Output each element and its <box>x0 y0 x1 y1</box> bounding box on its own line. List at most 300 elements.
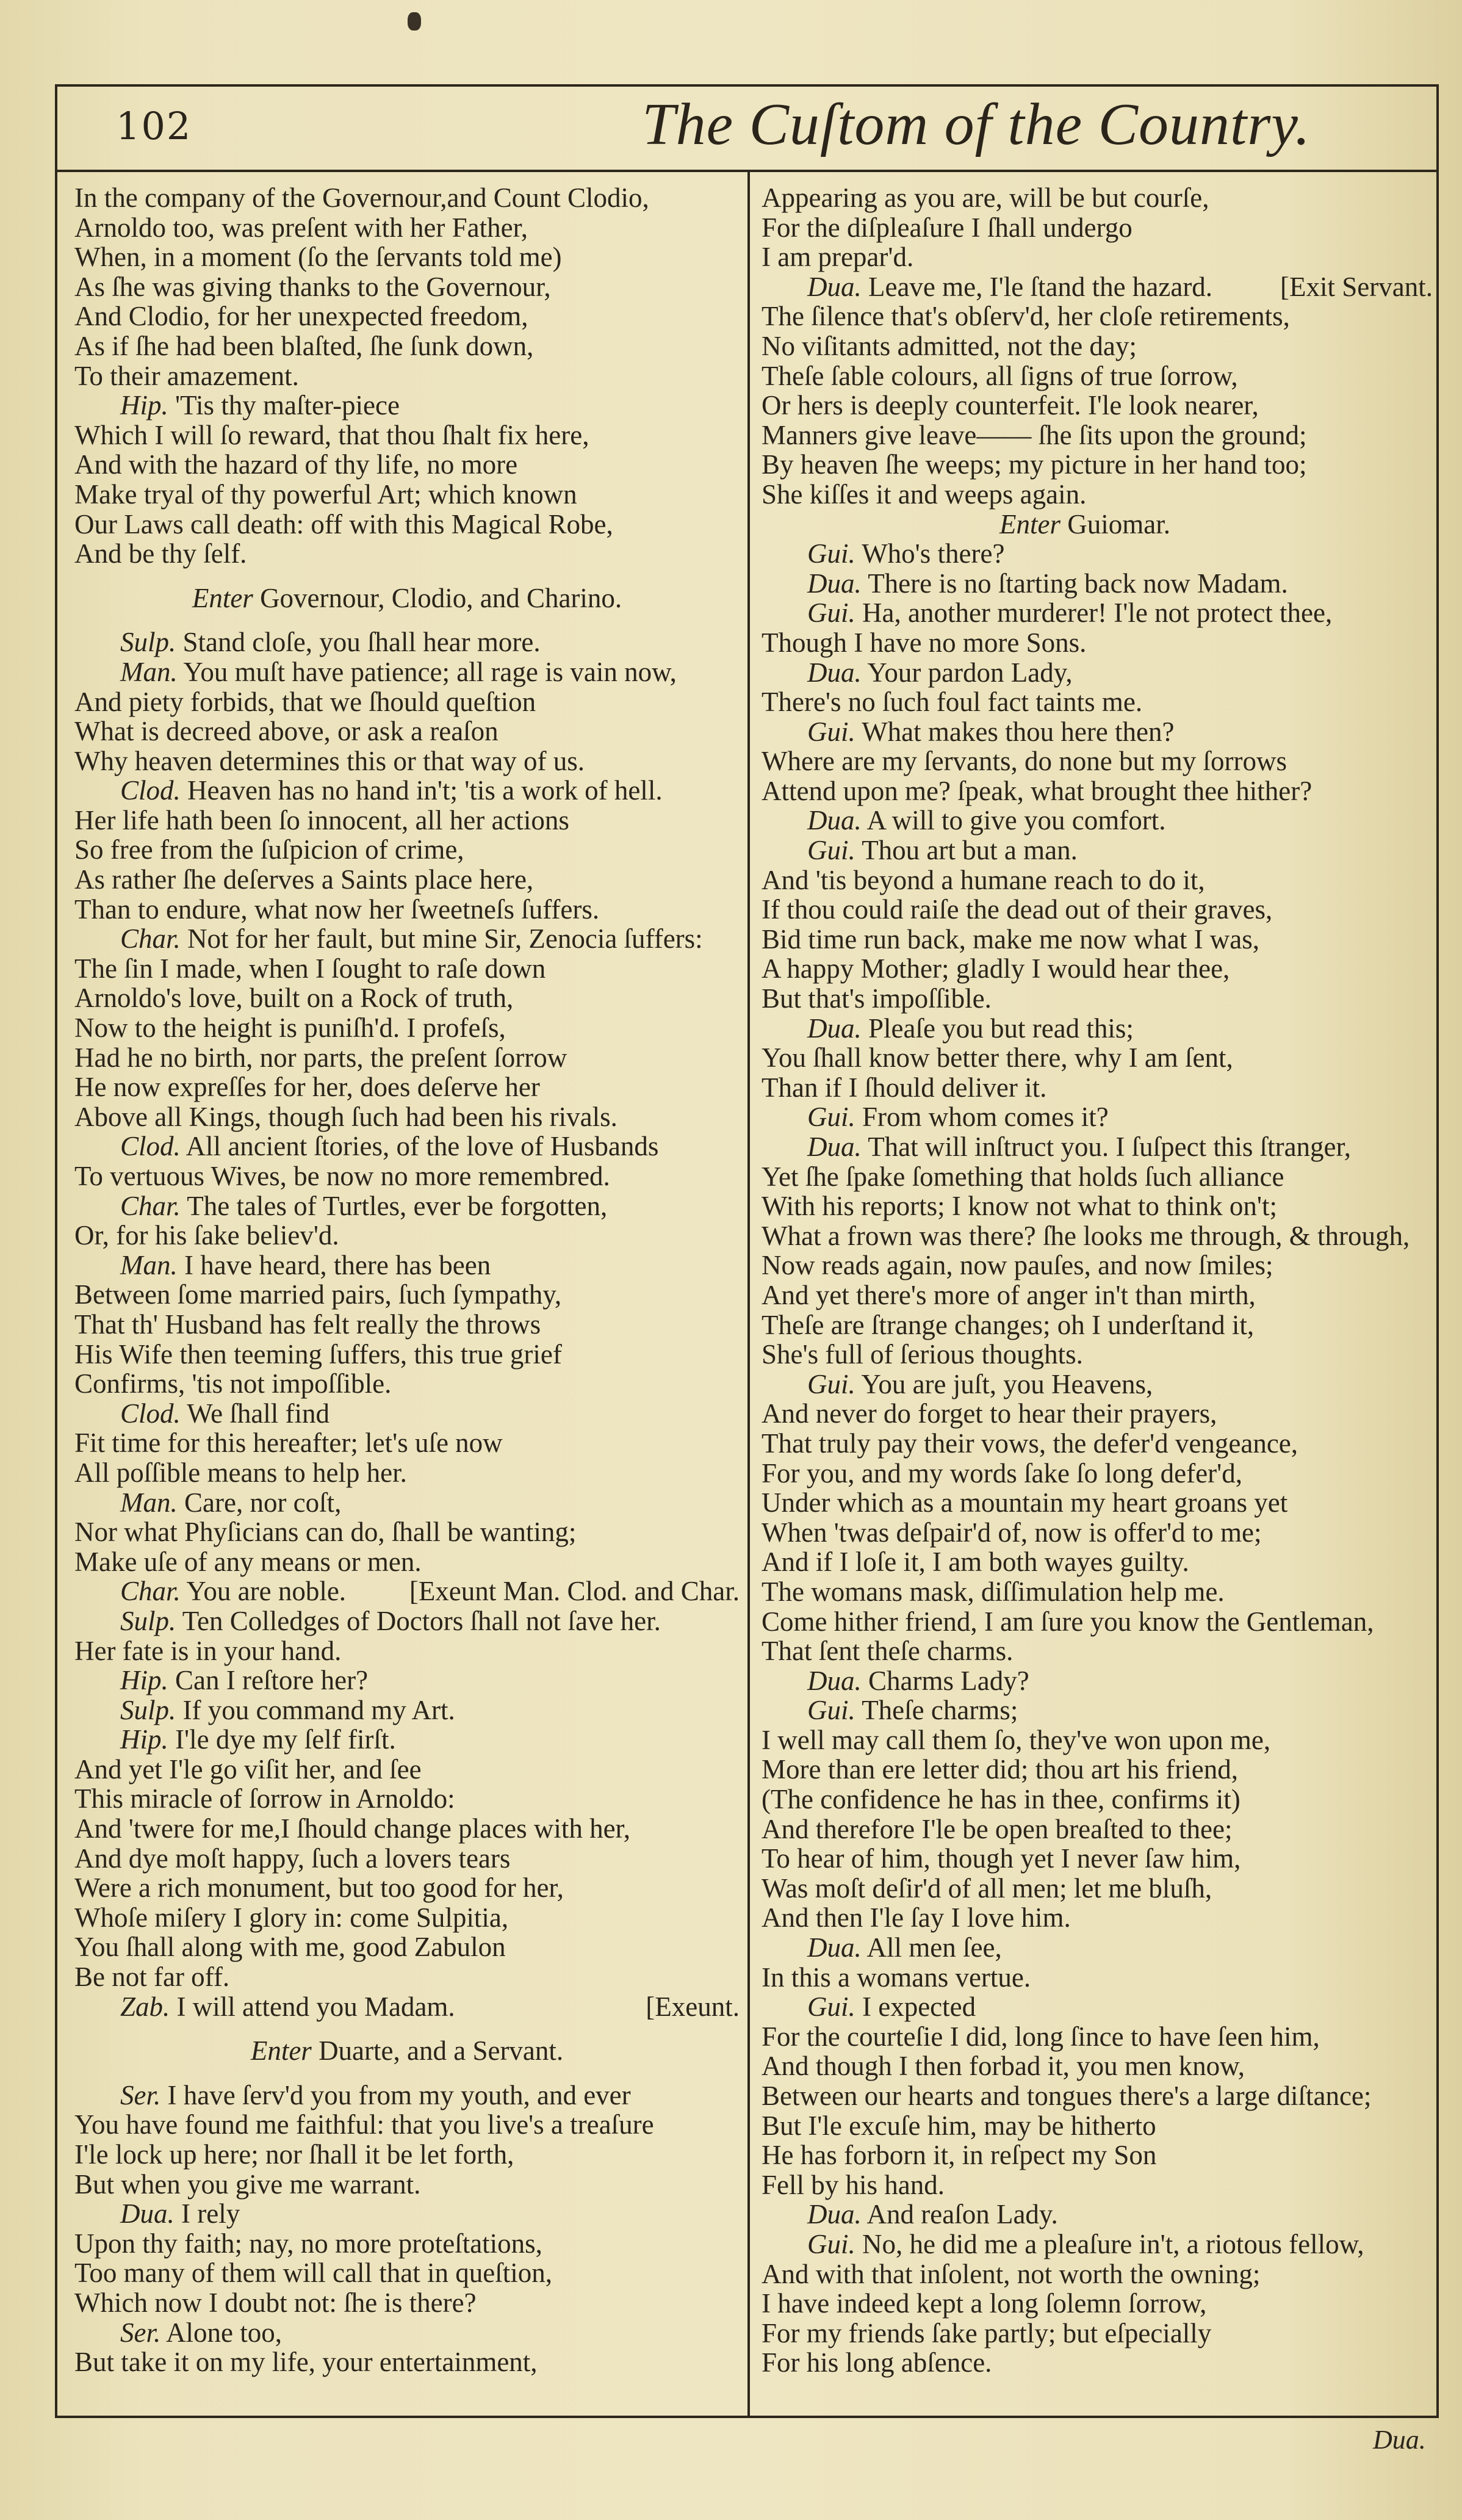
verse-line <box>762 1963 1433 1993</box>
verse-line <box>762 1903 1433 1933</box>
verse-line <box>74 1072 740 1102</box>
verse-line <box>74 361 740 391</box>
verse-text: In this a womans vertue. <box>762 1962 1031 1993</box>
verse-line <box>74 2229 740 2259</box>
verse-line <box>762 450 1433 480</box>
verse-line <box>762 2111 1433 2141</box>
speech-line <box>762 598 1433 628</box>
verse-text: And if I loſe it, I am both wayes guilty. <box>762 1547 1189 1578</box>
verse-line <box>74 806 740 836</box>
verse-line <box>74 2140 740 2170</box>
bottom-rule <box>55 2416 1439 2418</box>
verse-text: For you, and my words ſake ſo long defer'd, <box>762 1457 1242 1489</box>
speaker-prefix: Gui. <box>807 1102 855 1133</box>
verse-text: And be thy ſelf. <box>74 538 247 569</box>
verse-text: For the courteſie I did, long ſince to have ſeen him, <box>762 2021 1320 2052</box>
verse-text: That ſent theſe charms. <box>762 1636 1014 1667</box>
verse-text: You are noble. <box>186 1576 347 1607</box>
speech-line <box>762 1933 1433 1963</box>
verse-line <box>762 2081 1433 2111</box>
left-text-column <box>74 183 740 2377</box>
verse-text: I well may call them ſo, they've won upon me, <box>762 1724 1271 1755</box>
exit-direction: [Exit Servant. <box>1280 271 1433 302</box>
speaker-prefix: Ser. <box>120 2079 161 2110</box>
speech-line <box>762 1132 1433 1162</box>
speech-line <box>74 924 740 954</box>
verse-line <box>762 865 1433 895</box>
verse-line <box>762 361 1433 391</box>
speaker-prefix: Man. <box>120 656 178 687</box>
verse-line <box>762 1636 1433 1666</box>
verse-text: Can I reſtore her? <box>175 1665 369 1696</box>
speech-line <box>762 272 1433 302</box>
verse-line <box>74 2347 740 2377</box>
speech-line <box>762 1102 1433 1132</box>
verse-text: For his long abſence. <box>762 2347 992 2378</box>
verse-line <box>762 480 1433 510</box>
verse-line <box>74 1369 740 1399</box>
verse-line <box>762 2289 1433 2319</box>
verse-line <box>762 2170 1433 2200</box>
verse-text: Thou art but a man. <box>862 835 1078 866</box>
speech-line <box>74 1399 740 1429</box>
verse-line <box>762 1785 1433 1814</box>
verse-text: As ſhe was giving thanks to the Governour, <box>74 271 551 302</box>
verse-text: What a frown was there? ſhe looks me through, & through, <box>762 1220 1410 1251</box>
verse-line <box>762 1814 1433 1844</box>
verse-line <box>762 925 1433 955</box>
verse-line <box>74 213 740 243</box>
speech-line <box>74 2318 740 2348</box>
verse-text: Not for her fault, but mine Sir, Zenocia ſuffers: <box>187 923 703 955</box>
verse-line <box>762 2051 1433 2081</box>
speech-line <box>74 1576 740 1606</box>
verse-text: What makes thou here then? <box>862 716 1175 747</box>
verse-line <box>74 1340 740 1370</box>
verse-text: And then I'le ſay I love him. <box>762 1902 1071 1933</box>
verse-line <box>762 984 1433 1014</box>
verse-line <box>762 628 1433 658</box>
verse-text: More than ere letter did; thou art his friend, <box>762 1754 1238 1785</box>
verse-line <box>74 2258 740 2288</box>
speaker-prefix: Dua. <box>807 657 862 688</box>
speech-line <box>762 658 1433 688</box>
speech-line <box>762 2200 1433 2229</box>
verse-line <box>762 331 1433 361</box>
verse-line <box>762 183 1433 213</box>
verse-text: Why heaven determines this or that way of us. <box>74 745 585 776</box>
verse-text: In the company of the Governour,and Count Clodio, <box>74 182 649 213</box>
verse-text: The womans mask, diſſimulation help me. <box>762 1576 1225 1607</box>
speaker-prefix: Clod. <box>120 1398 181 1429</box>
speaker-prefix: Gui. <box>807 1695 855 1726</box>
verse-text: When 'twas deſpair'd of, now is offer'd to me; <box>762 1517 1262 1548</box>
verse-text: Between ſome married pairs, ſuch ſympathy, <box>74 1279 562 1310</box>
verse-text: I have ſerv'd you from my youth, and ever <box>167 2079 631 2110</box>
verse-line <box>762 1547 1433 1577</box>
verse-text: She's full of ſerious thoughts. <box>762 1339 1083 1370</box>
verse-text: All ancient ſtories, of the love of Husbands <box>185 1131 659 1162</box>
verse-text: (The confidence he has in thee, confirms it) <box>762 1784 1241 1815</box>
speaker-prefix: Hip. <box>120 1665 168 1696</box>
speech-line <box>762 717 1433 747</box>
verse-text: Now reads again, now pauſes, and now ſmiles; <box>762 1250 1273 1281</box>
stage-direction-verb: Enter <box>999 508 1060 540</box>
verse-text: When, in a moment (ſo the ſervants told me) <box>74 242 562 273</box>
verse-text: That will inſtruct you. I ſuſpect this ſtranger, <box>868 1132 1351 1162</box>
verse-text: But I'le excuſe him, may be hitherto <box>762 2110 1156 2141</box>
verse-line <box>74 2110 740 2140</box>
verse-text: So free from the ſuſpicion of crime, <box>74 834 464 865</box>
verse-text: But when you give me warrant. <box>74 2168 421 2200</box>
verse-text: Yet ſhe ſpake ſomething that holds ſuch alliance <box>762 1161 1284 1192</box>
verse-text: All poſſible means to help her. <box>74 1457 407 1488</box>
verse-line <box>74 1755 740 1785</box>
verse-text: Ten Colledges of Doctors ſhall not ſave her. <box>182 1605 661 1636</box>
verse-line <box>762 1280 1433 1310</box>
verse-text: Had he no birth, nor parts, the preſent ſorrow <box>74 1042 567 1073</box>
speech-line <box>74 627 740 657</box>
verse-line <box>74 1962 740 1992</box>
verse-line <box>74 1547 740 1577</box>
verse-text: Theſe charms; <box>862 1695 1018 1726</box>
verse-text: Than to endure, what now her ſweetneſs ſuffers. <box>74 894 600 925</box>
verse-line <box>74 1102 740 1132</box>
verse-text: You ſhall along with me, good Zabulon <box>74 1932 506 1963</box>
verse-text: A will to give you comfort. <box>866 805 1166 836</box>
verse-text: Arnoldo's love, built on a Rock of truth, <box>74 983 514 1014</box>
verse-text: Manners give leave—— ſhe ſits upon the ground; <box>762 419 1307 450</box>
verse-text: 'Tis thy maſter-piece <box>175 390 400 421</box>
speaker-prefix: Hip. <box>120 390 168 421</box>
verse-text: There's no ſuch foul fact taints me. <box>762 687 1143 718</box>
speaker-prefix: Dua. <box>120 2198 175 2229</box>
verse-line <box>74 835 740 865</box>
verse-text: Above all Kings, though ſuch had been his rivals. <box>74 1101 618 1132</box>
stage-direction <box>762 510 1433 540</box>
speech-line <box>74 1191 740 1221</box>
speech-line <box>762 836 1433 865</box>
verse-text: Be not far off. <box>74 1962 230 1993</box>
verse-text: Confirms, 'tis not impoſſible. <box>74 1368 392 1399</box>
verse-line <box>74 895 740 925</box>
verse-text: Between our hearts and tongues there's a large diſtance; <box>762 2081 1372 2111</box>
verse-line <box>762 1221 1433 1251</box>
verse-text: And dye moſt happy, ſuch a lovers tears <box>74 1843 511 1874</box>
verse-line <box>762 895 1433 925</box>
speech-line <box>762 2229 1433 2259</box>
verse-text: Though I have no more Sons. <box>762 627 1087 658</box>
verse-text: Alone too, <box>166 2317 283 2348</box>
verse-text: He has forborn it, in reſpect my Son <box>762 2140 1157 2171</box>
header-rule <box>55 170 1439 172</box>
verse-line <box>74 1458 740 1488</box>
verse-text: No, he did me a pleaſure in't, a riotous fellow, <box>862 2228 1364 2259</box>
verse-line <box>74 954 740 984</box>
speech-line <box>762 1666 1433 1696</box>
speaker-prefix: Hip. <box>120 1724 168 1755</box>
verse-text: Her life hath been ſo innocent, all her actions <box>74 804 569 836</box>
verse-line <box>74 272 740 302</box>
speech-line <box>762 569 1433 599</box>
verse-text: I am prepar'd. <box>762 242 914 273</box>
speaker-prefix: Dua. <box>807 271 862 302</box>
verse-text: The tales of Turtles, ever be forgotten, <box>187 1190 608 1221</box>
speaker-prefix: Char. <box>120 1190 181 1221</box>
verse-line <box>762 2319 1433 2349</box>
verse-line <box>762 421 1433 450</box>
verse-text: To hear of him, though yet I never ſaw him, <box>762 1843 1241 1874</box>
verse-text: But that's impoſſible. <box>762 983 992 1014</box>
verse-text: We ſhall find <box>187 1398 330 1429</box>
verse-text: But take it on my life, your entertainment, <box>74 2347 538 2378</box>
verse-line <box>762 1251 1433 1280</box>
catchword: Dua. <box>1373 2425 1426 2455</box>
verse-line <box>74 1932 740 1962</box>
verse-text: Arnoldo too, was preſent with her Father, <box>74 212 528 243</box>
speaker-prefix: Gui. <box>807 2228 855 2259</box>
speaker-prefix: Dua. <box>807 568 862 599</box>
verse-line <box>762 391 1433 421</box>
verse-text: Charms Lady? <box>868 1665 1029 1696</box>
speaker-prefix: Zab. <box>120 1991 170 2022</box>
verse-text: For the diſpleaſure I ſhall undergo <box>762 212 1133 243</box>
verse-line <box>74 480 740 510</box>
stage-direction-text: Duarte, and a Servant. <box>319 2035 564 2067</box>
verse-text: She kiſſes it and weeps again. <box>762 478 1087 510</box>
verse-line <box>762 301 1433 331</box>
verse-text: By heaven ſhe weeps; my picture in her hand too; <box>762 449 1307 480</box>
verse-text: With his reports; I know not what to think on't; <box>762 1191 1277 1222</box>
verse-text: I have heard, there has been <box>184 1249 491 1280</box>
verse-line <box>762 1488 1433 1518</box>
verse-line <box>762 1429 1433 1459</box>
verse-text: Your pardon Lady, <box>867 657 1073 688</box>
right-text-column <box>762 183 1433 2378</box>
top-rule <box>55 84 1439 87</box>
stage-direction-verb: Enter <box>192 582 253 613</box>
verse-line <box>74 2170 740 2200</box>
verse-text: And yet I'le go viſit her, and ſee <box>74 1753 422 1785</box>
verse-text: Upon thy faith; nay, no more proteſtations, <box>74 2228 542 2259</box>
verse-text: From whom comes it? <box>862 1102 1109 1133</box>
verse-line <box>74 421 740 450</box>
verse-text: This miracle of ſorrow in Arnoldo: <box>74 1783 455 1814</box>
verse-line <box>74 2288 740 2318</box>
verse-text: Under which as a mountain my heart groans yet <box>762 1487 1288 1518</box>
verse-text: You ſhall know better there, why I am ſent, <box>762 1042 1233 1074</box>
verse-line <box>762 1577 1433 1607</box>
verse-line <box>762 2259 1433 2289</box>
page-number: 102 <box>116 104 192 148</box>
verse-text: That th' Husband has felt really the throws <box>74 1309 541 1340</box>
stage-direction <box>74 2036 740 2066</box>
speaker-prefix: Dua. <box>807 2199 862 2230</box>
verse-text: And 'twere for me,I ſhould change places with her, <box>74 1813 630 1844</box>
speech-line <box>74 1132 740 1161</box>
ink-blot <box>408 12 421 31</box>
exit-direction: [Exeunt Man. Clod. and Char. <box>409 1576 740 1607</box>
verse-text: Appearing as you are, will be but courſe, <box>762 182 1209 213</box>
verse-line <box>74 865 740 895</box>
verse-line <box>762 1340 1433 1370</box>
stage-direction-text: Guiomar. <box>1067 508 1170 540</box>
verse-text: I'le lock up here; nor ſhall it be let forth, <box>74 2139 514 2170</box>
verse-text: Make tryal of thy powerful Art; which known <box>74 478 577 510</box>
verse-text: And with the hazard of thy life, no more <box>74 449 518 480</box>
speech-line <box>762 1370 1433 1399</box>
verse-text: Was moſt deſir'd of all men; let me bluſh, <box>762 1872 1212 1904</box>
verse-text: Were a rich monument, but too good for her, <box>74 1872 564 1904</box>
speaker-prefix: Gui. <box>807 538 855 569</box>
speech-line <box>74 776 740 806</box>
speaker-prefix: Clod. <box>120 775 181 806</box>
verse-text: You muſt have patience; all rage is vain now, <box>183 656 677 687</box>
verse-line <box>74 1161 740 1191</box>
verse-text: And with that inſolent, not worth the owning; <box>762 2258 1261 2289</box>
speech-line <box>74 1725 740 1755</box>
verse-text: Theſe are ſtrange changes; oh I underſtand it, <box>762 1309 1255 1340</box>
verse-line <box>762 1844 1433 1874</box>
verse-text: Which I will ſo reward, that thou ſhalt fix here, <box>74 419 589 450</box>
verse-line <box>74 1844 740 1874</box>
column-divider-rule <box>747 172 750 2417</box>
verse-text: Or hers is deeply counterfeit. I'le look nearer, <box>762 390 1259 421</box>
verse-line <box>74 746 740 776</box>
verse-text: Who's there? <box>862 538 1005 569</box>
verse-line <box>762 1399 1433 1429</box>
right-border-rule <box>1436 84 1439 2417</box>
verse-text: All men ſee, <box>866 1932 1002 1963</box>
verse-line <box>762 1874 1433 1904</box>
verse-text: For my friends ſake partly; but eſpecially <box>762 2317 1212 2349</box>
verse-line <box>762 1459 1433 1489</box>
speaker-prefix: Gui. <box>807 1991 855 2023</box>
verse-text: And 'tis beyond a humane reach to do it, <box>762 864 1205 895</box>
verse-text: Heaven has no hand in't; 'tis a work of hell. <box>187 775 663 806</box>
speaker-prefix: Char. <box>120 923 181 955</box>
verse-line <box>762 2022 1433 2052</box>
speaker-prefix: Dua. <box>807 1132 862 1162</box>
speech-line <box>762 806 1433 836</box>
verse-line <box>762 1191 1433 1221</box>
verse-text: That truly pay their vows, the defer'd vengeance, <box>762 1428 1298 1459</box>
speaker-prefix: Man. <box>120 1249 178 1280</box>
verse-line <box>74 1221 740 1251</box>
verse-text: Which now I doubt not: ſhe is there? <box>74 2287 477 2318</box>
speech-line <box>74 391 740 421</box>
verse-text: Make uſe of any means or men. <box>74 1546 422 1577</box>
verse-text: Stand cloſe, you ſhall hear more. <box>182 627 541 658</box>
verse-text: He now expreſſes for her, does deſerve her <box>74 1072 540 1103</box>
verse-line <box>74 717 740 746</box>
verse-text: And though I then forbad it, you men know, <box>762 2051 1245 2082</box>
verse-line <box>762 1518 1433 1548</box>
verse-text: Ha, another murderer! I'le not protect thee, <box>862 598 1333 629</box>
speech-line <box>74 1695 740 1725</box>
verse-text: The ſin I made, when I ſought to raſe down <box>74 953 546 984</box>
speech-line <box>74 2199 740 2229</box>
speaker-prefix: Dua. <box>807 1932 862 1963</box>
speech-line <box>74 1666 740 1695</box>
verse-text: As if ſhe had been blaſted, ſhe ſunk down, <box>74 330 534 361</box>
verse-line <box>74 1873 740 1903</box>
verse-line <box>762 1607 1433 1637</box>
speaker-prefix: Sulp. <box>120 1605 176 1636</box>
verse-text: Or, for his ſake believ'd. <box>74 1220 339 1251</box>
speech-line <box>74 657 740 687</box>
verse-text: And reaſon Lady. <box>866 2199 1058 2230</box>
verse-line <box>762 687 1433 717</box>
verse-text: You are juſt, you Heavens, <box>861 1368 1153 1399</box>
verse-line <box>74 301 740 331</box>
verse-text: To their amazement. <box>74 360 299 391</box>
speech-line <box>74 2081 740 2110</box>
speech-line <box>74 1251 740 1280</box>
verse-line <box>74 1013 740 1043</box>
verse-text: Attend upon me? ſpeak, what brought thee hither? <box>762 775 1313 806</box>
verse-line <box>762 1162 1433 1192</box>
verse-line <box>762 746 1433 776</box>
verse-text: And Clodio, for her unexpected freedom, <box>74 301 528 332</box>
verse-text: If thou could raiſe the dead out of their graves, <box>762 894 1273 925</box>
verse-text: Now to the height is puniſh'd. I profeſs, <box>74 1013 506 1044</box>
stage-direction-verb: Enter <box>250 2035 312 2067</box>
speech-line <box>74 1606 740 1636</box>
verse-line <box>74 1517 740 1547</box>
verse-text: Whoſe miſery I glory in: come Sulpitia, <box>74 1902 509 1933</box>
verse-text: Leave me, I'le ſtand the hazard. <box>868 271 1213 302</box>
running-title: The Cuſtom of the Country. <box>642 92 1311 157</box>
verse-line <box>762 1725 1433 1755</box>
verse-line <box>762 242 1433 272</box>
verse-text: Fell by his hand. <box>762 2169 945 2200</box>
verse-text: I'le dye my ſelf firſt. <box>175 1724 396 1755</box>
verse-text: As rather ſhe deſerves a Saints place here, <box>74 864 534 895</box>
speech-line <box>762 539 1433 569</box>
stage-direction-text: Governour, Clodio, and Charino. <box>260 582 622 613</box>
verse-line <box>762 2348 1433 2378</box>
verse-text: His Wife then teeming ſuffers, this true grief <box>74 1338 562 1370</box>
verse-text: And piety forbids, that we ſhould queſtion <box>74 686 536 717</box>
exit-direction: [Exeunt. <box>646 1991 740 2022</box>
verse-text: No viſitants admitted, not the day; <box>762 330 1137 361</box>
speaker-prefix: Man. <box>120 1487 178 1518</box>
verse-line <box>74 183 740 213</box>
verse-text: The ſilence that's obſerv'd, her cloſe retirements, <box>762 301 1290 332</box>
verse-line <box>762 776 1433 806</box>
verse-line <box>74 1428 740 1458</box>
verse-text: A happy Mother; gladly I would hear thee, <box>762 953 1230 984</box>
speaker-prefix: Sulp. <box>120 1694 176 1725</box>
verse-line <box>74 331 740 361</box>
verse-line <box>74 450 740 480</box>
verse-text: Where are my ſervants, do none but my ſorrows <box>762 746 1287 777</box>
speaker-prefix: Ser. <box>120 2317 161 2348</box>
verse-line <box>762 1043 1433 1073</box>
speaker-prefix: Gui. <box>807 1368 855 1399</box>
verse-text: And therefore I'le be open breaſted to thee; <box>762 1813 1233 1844</box>
verse-line <box>762 1755 1433 1785</box>
verse-text: I have indeed kept a long ſolemn ſorrow, <box>762 2288 1207 2319</box>
speaker-prefix: Gui. <box>807 716 855 747</box>
verse-text: Too many of them will call that in queſtion, <box>74 2258 552 2289</box>
speaker-prefix: Clod. <box>120 1131 181 1162</box>
speaker-prefix: Dua. <box>807 1013 862 1044</box>
verse-text: Than if I ſhould deliver it. <box>762 1072 1047 1103</box>
speaker-prefix: Dua. <box>807 805 862 836</box>
verse-text: And never do forget to hear their prayers, <box>762 1398 1217 1429</box>
